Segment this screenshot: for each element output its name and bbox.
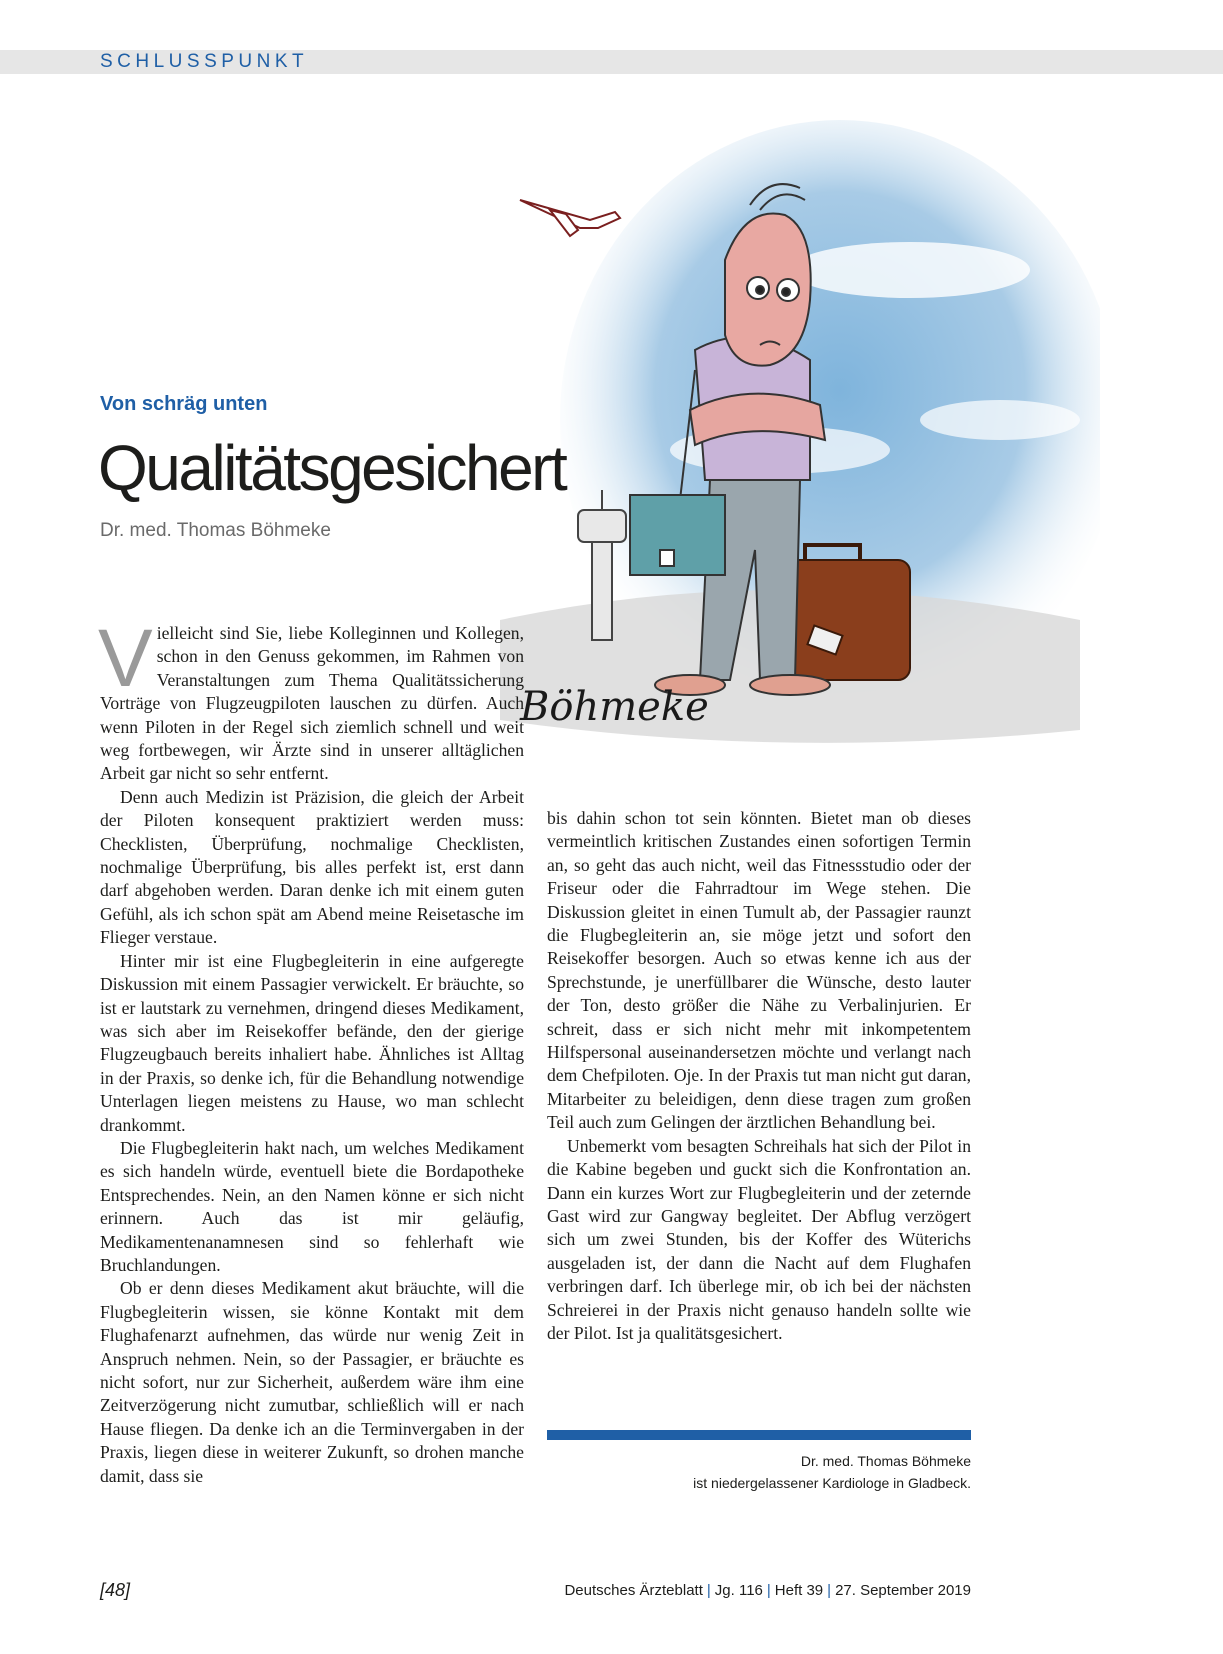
- article-paragraph: Ob er denn dieses Medikament akut bräuchte, will die Flugbegleiterin wissen, sie könne Kontakt mit dem Flughafenarzt aufnehmen, das würde nur wenig Zeit in Anspruch nehmen. Nein, so der Passagier, er bräuchte es nicht sofort, nur zur Sicherheit, außerdem wäre ihm eine Zeitverzögerung nicht zumutbar, schließlich will er nach Hause fliegen. Da denke ich an die Terminvergaben in der Praxis, liegen diese in weiterer Zukunft, so drohen manche damit, dass sie: [100, 1278, 524, 1486]
- article-paragraph: Hinter mir ist eine Flugbegleiterin in eine aufgeregte Diskussion mit einem Passagier verwickelt. Er bräuchte, so ist er lautstark zu vernehmen, dringend dieses Medikament, was sich aber im Reisekoffer befände, den der gierige Flugzeugbauch bereits inhaliert habe. Ähnliches ist Alltag in der Praxis, so denke ich, für die Behandlung notwendige Unterlagen liegen meistens zu Hause, wo man schlecht drankommt.: [100, 950, 524, 1135]
- footer-volume: Jg. 116: [714, 1582, 763, 1599]
- article-column-right: [547, 807, 971, 1345]
- author-note: [547, 1450, 971, 1494]
- airplane-icon: [520, 200, 620, 236]
- article-paragraph: Denn auch Medizin ist Präzision, die gleich der Arbeit der Piloten konsequent praktiziert werden muss: Checklisten, Überprüfung, nochmalige Checklisten, nochmalige Überprüfung, bis alles perfekt ist, erst dann darf abgehoben werden. Daran denke ich mit einem guten Gefühl, als ich schon spät am Abend meine Reisetasche im Flieger verstaue.: [100, 786, 524, 948]
- article-paragraph: bis dahin schon tot sein könnten. Bietet man ob dieses vermeintlich kritischen Zustandes einen sofortigen Termin an, so geht das auch nicht, weil das Fitnessstudio oder der Friseur oder die Fahrradtour im Wege stehen. Die Diskussion gleitet in einen Tumult ab, der Passagier raunzt die Flugbegleiterin an, sie möge jetzt und sofort den Reisekoffer besorgen. Auch so etwas kenne ich aus der Sprechstunde, je unerfüllbarer die Wünsche, desto lauter der Ton, desto größer die Nähe zu Verbalinjurien. Er schreit, dass er sich nicht mehr mit inkompetentem Hilfspersonal auseinandersetzen möchte und verlangt nach dem Chefpiloten. Oje. In der Praxis tut man nicht gut daran, Mitarbeiter zu beleidigen, denn diese tragen zum großen Teil auch zum Gelingen der ärztlichen Behandlung bei.: [547, 808, 971, 1133]
- cartoon-illustration: [480, 120, 1100, 780]
- author-note-rule: [547, 1430, 971, 1440]
- article-paragraph: Die Flugbegleiterin hakt nach, um welches Medikament es sich handeln würde, eventuell biete die Bordapotheke Entsprechendes. Nein, an den Namen könne er sich nicht erinnern. Auch das ist mir geläufig, Medikamentenanamnesen sind so fehlerhaft wie Bruchlandungen.: [100, 1137, 524, 1275]
- article-title: Qualitätsgesichert: [98, 432, 566, 504]
- footer-journal: Deutsches Ärzteblatt: [564, 1582, 703, 1599]
- artist-signature: Böhmeke: [520, 684, 709, 730]
- cloud: [920, 400, 1080, 440]
- cloud: [790, 242, 1030, 298]
- publication-footer: [564, 1582, 971, 1599]
- article-column-left: [98, 613, 524, 1488]
- article-paragraph: Vielleicht sind Sie, liebe Kolleginnen und Kollegen, schon in den Genuss gekommen, im Rahmen von Veranstaltungen zum Thema Qualitätssicherung Vorträge von Flugzeugpiloten lauschen zu dürfen. Auch wenn Piloten in der Regel sich ziemlich schnell und weit weg fortbewegen, wir Ärzte sind in unserer alltäglichen Arbeit gar nicht so sehr entfernt.: [98, 613, 524, 784]
- article-kicker: Von schräg unten: [100, 393, 268, 415]
- section-label: SCHLUSSPUNKT: [100, 51, 309, 72]
- author-note-name: Dr. med. Thomas Böhmeke: [800, 1453, 971, 1469]
- footer-issue: Heft 39: [774, 1582, 824, 1599]
- page-number: [48]: [100, 1580, 131, 1600]
- footer-separator: |: [827, 1582, 832, 1599]
- article-paragraph: Unbemerkt vom besagten Schreihals hat sich der Pilot in die Kabine begeben und guckt sich die Konfrontation an. Dann ein kurzes Wort zur Flugbegleiterin und der zeternde Gast wird zur Gangway begleitet. Der Abflug verzögert sich um zwei Stunden, bis der Koffer des Wüterichs ausgeladen ist, der dann die Nacht auf dem Flughafen verbringen darf. Ich überlege mir, ob ich bei der nächsten Schreierei in der Praxis nicht genauso handeln sollte wie der Pilot. Ist ja qualitätsgesichert.: [547, 1135, 971, 1343]
- footer-separator: |: [706, 1582, 711, 1599]
- article-byline: Dr. med. Thomas Böhmeke: [100, 520, 331, 541]
- dropcap: V: [98, 613, 153, 704]
- author-note-role: ist niedergelassener Kardiologe in Gladbeck.: [693, 1475, 971, 1491]
- footer-separator: |: [766, 1582, 771, 1599]
- man-foot: [750, 675, 830, 695]
- footer-date: 27. September 2019: [835, 1582, 971, 1599]
